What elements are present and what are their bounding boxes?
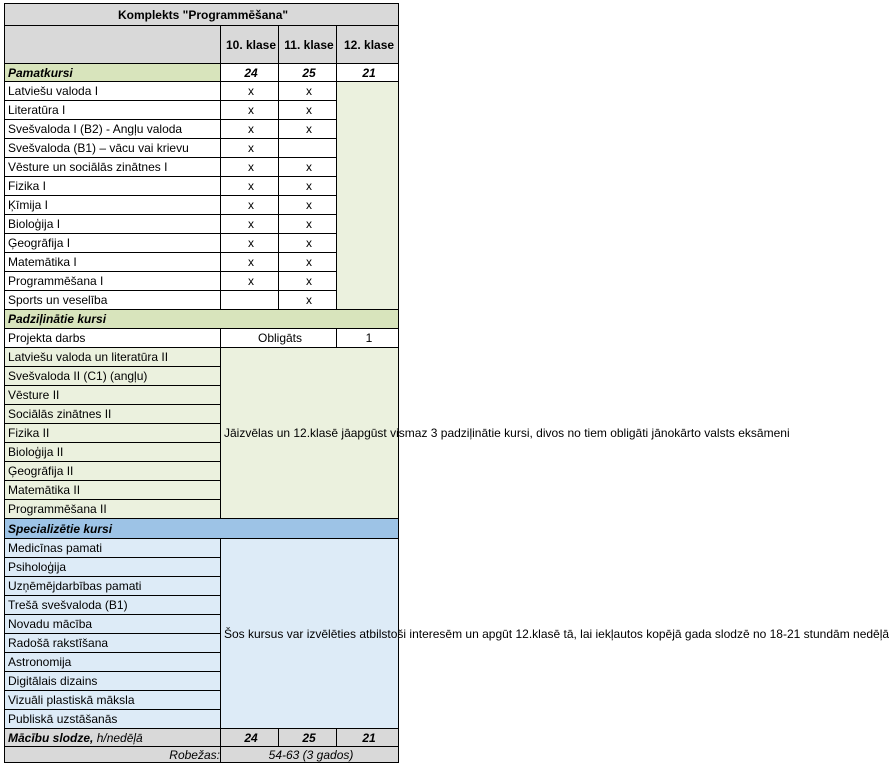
table-row bbox=[5, 64, 399, 82]
course-name: Svešvaloda II (C1) (angļu) bbox=[5, 367, 221, 386]
course-name: Ģeogrāfija I bbox=[5, 234, 221, 253]
course-name: Sociālās zinātnes II bbox=[5, 405, 221, 424]
table-row bbox=[5, 747, 399, 763]
mark-10: x bbox=[221, 177, 279, 196]
mark-11: x bbox=[279, 120, 337, 139]
mark-10: x bbox=[221, 196, 279, 215]
table-row bbox=[5, 519, 399, 539]
course-name: Sports un veselība bbox=[5, 291, 221, 310]
robezas-value: 54-63 (3 gados) bbox=[221, 747, 399, 763]
mark-10: x bbox=[221, 272, 279, 291]
mark-10: x bbox=[221, 101, 279, 120]
mark-10: x bbox=[221, 253, 279, 272]
course-name: Latviešu valoda un literatūra II bbox=[5, 348, 221, 367]
course-name: Matemātika II bbox=[5, 481, 221, 500]
section-hours: 21 bbox=[337, 64, 399, 82]
header-blank bbox=[5, 26, 221, 64]
total-label-main: Mācību slodze, bbox=[8, 730, 97, 745]
course-name: Bioloģija I bbox=[5, 215, 221, 234]
course-name: Bioloģija II bbox=[5, 443, 221, 462]
column-header: 12. klase bbox=[337, 26, 399, 64]
course-name: Svešvaloda I (B2) - Angļu valoda bbox=[5, 120, 221, 139]
course-name: Vēsture un sociālās zinātnes I bbox=[5, 158, 221, 177]
course-name: Projekta darbs bbox=[5, 329, 221, 348]
mark-11: x bbox=[279, 253, 337, 272]
padzilinatie-note: Jāizvēlas un 12.klasē jāapgūst vismaz 3 padziļinātie kursi, divos no tiem obligāti jānokārto valsts eksāmeni bbox=[221, 348, 399, 519]
total-value: 25 bbox=[279, 729, 337, 747]
table-row bbox=[5, 26, 399, 64]
mark-11: x bbox=[279, 101, 337, 120]
total-label-unit: h/nedēļā bbox=[96, 730, 143, 745]
mark-10: x bbox=[221, 234, 279, 253]
course-name: Astronomija bbox=[5, 653, 221, 672]
section-hours: 24 bbox=[221, 64, 279, 82]
page-title: Komplekts "Programmēšana" bbox=[5, 4, 399, 26]
column-header: 11. klase bbox=[279, 26, 337, 64]
total-label bbox=[5, 729, 221, 747]
specializetie-note: Šos kursus var izvēlēties atbilstoši interesēm un apgūt 12.klasē tā, lai iekļautos kopējā gada slodzē no 18-21 stundām nedēļā bbox=[221, 539, 399, 729]
mark-11: x bbox=[279, 177, 337, 196]
mark-11: x bbox=[279, 234, 337, 253]
robezas-label: Robežas: bbox=[5, 747, 221, 763]
mark-10 bbox=[221, 291, 279, 310]
mark-11 bbox=[279, 139, 337, 158]
mark-11: x bbox=[279, 272, 337, 291]
column-12-fill bbox=[337, 82, 399, 310]
course-name: Vizuāli plastiskā māksla bbox=[5, 691, 221, 710]
course-name: Digitālais dizains bbox=[5, 672, 221, 691]
mark-11: x bbox=[279, 196, 337, 215]
course-name: Ģeogrāfija II bbox=[5, 462, 221, 481]
course-name: Psiholoģija bbox=[5, 558, 221, 577]
table-row bbox=[5, 729, 399, 747]
mark-11: x bbox=[279, 215, 337, 234]
mark-10: x bbox=[221, 215, 279, 234]
project-c12: 1 bbox=[337, 329, 399, 348]
course-name: Programmēšana II bbox=[5, 500, 221, 519]
mark-10: x bbox=[221, 158, 279, 177]
course-name: Radošā rakstīšana bbox=[5, 634, 221, 653]
course-name: Uzņēmējdarbības pamati bbox=[5, 577, 221, 596]
table-row bbox=[5, 539, 399, 558]
course-name: Ķīmija I bbox=[5, 196, 221, 215]
table-row bbox=[5, 310, 399, 329]
mark-11: x bbox=[279, 82, 337, 101]
section-padzilinatie: Padziļinātie kursi bbox=[5, 310, 399, 329]
total-value: 21 bbox=[337, 729, 399, 747]
mark-11: x bbox=[279, 158, 337, 177]
course-name: Programmēšana I bbox=[5, 272, 221, 291]
table-row bbox=[5, 329, 399, 348]
course-name: Fizika II bbox=[5, 424, 221, 443]
table-row bbox=[5, 348, 399, 367]
course-name: Literatūra I bbox=[5, 101, 221, 120]
section-hours: 25 bbox=[279, 64, 337, 82]
course-name: Vēsture II bbox=[5, 386, 221, 405]
mark-10: x bbox=[221, 82, 279, 101]
project-status: Obligāts bbox=[221, 329, 337, 348]
course-name: Latviešu valoda I bbox=[5, 82, 221, 101]
course-name: Matemātika I bbox=[5, 253, 221, 272]
course-name: Svešvaloda (B1) – vācu vai krievu bbox=[5, 139, 221, 158]
course-name: Publiskā uzstāšanās bbox=[5, 710, 221, 729]
table-row bbox=[5, 82, 399, 101]
table-row bbox=[5, 4, 399, 26]
column-header: 10. klase bbox=[221, 26, 279, 64]
mark-10: x bbox=[221, 139, 279, 158]
section-pamatkursi: Pamatkursi bbox=[5, 64, 221, 82]
mark-10: x bbox=[221, 120, 279, 139]
section-specializetie: Specializētie kursi bbox=[5, 519, 399, 539]
course-name: Fizika I bbox=[5, 177, 221, 196]
course-name: Trešā svešvaloda (B1) bbox=[5, 596, 221, 615]
mark-11: x bbox=[279, 291, 337, 310]
course-name: Medicīnas pamati bbox=[5, 539, 221, 558]
total-value: 24 bbox=[221, 729, 279, 747]
curriculum-table bbox=[4, 3, 889, 763]
course-name: Novadu mācība bbox=[5, 615, 221, 634]
